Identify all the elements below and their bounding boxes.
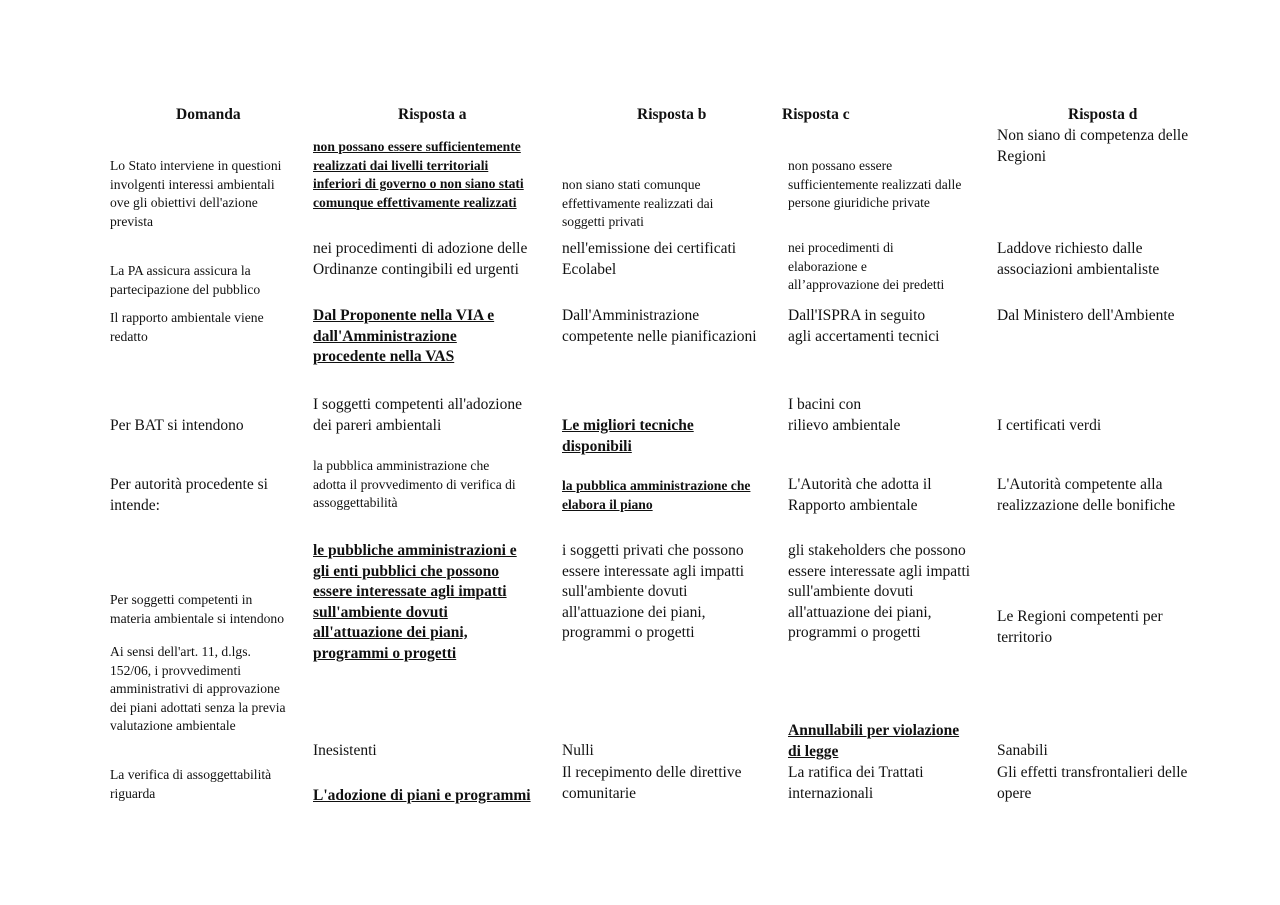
- answer-5a: la pubblica amministrazione che adotta il provvedimento di verifica di assoggettabilità: [313, 458, 516, 511]
- answer-4d: I certificati verdi: [997, 417, 1102, 434]
- answer-3d: Dal Ministero dell'Ambiente: [997, 307, 1175, 324]
- answer-2a: nei procedimenti di adozione delle Ordinanze contingibili ed urgenti: [313, 240, 528, 278]
- answer-5d: L'Autorità competente alla realizzazione delle bonifiche: [997, 476, 1176, 514]
- answer-7b: Nulli: [562, 742, 594, 759]
- header-risposta-a: Risposta a: [398, 106, 467, 123]
- question-8: La verifica di assoggettabilità riguarda: [110, 767, 272, 801]
- answer-6a: le pubbliche amministrazioni e gli enti pubblici che possono essere interessate agli impatti sull'ambiente dovuti all'attuazione dei piani, programmi o progetti: [313, 542, 517, 662]
- answer-4c: I bacini con rilievo ambientale: [788, 396, 901, 434]
- answer-6d: Le Regioni competenti per territorio: [997, 608, 1163, 646]
- answer-7d: Sanabili: [997, 742, 1048, 759]
- answer-7a: Inesistenti: [313, 742, 377, 759]
- answer-2d: Laddove richiesto dalle associazioni ambientaliste: [997, 240, 1160, 278]
- answer-3c: Dall'ISPRA in seguito agli accertamenti tecnici: [788, 307, 940, 345]
- question-1: Lo Stato interviene in questioni involgenti interessi ambientali ove gli obiettivi dell'azione prevista: [110, 158, 282, 229]
- answer-6c: gli stakeholders che possono essere interessate agli impatti sull'ambiente dovuti all'attuazione dei piani, programmi o progetti: [788, 542, 971, 641]
- answer-6b: i soggetti privati che possono essere interessate agli impatti sull'ambiente dovuti all'attuazione dei piani, programmi o progetti: [562, 542, 745, 641]
- answer-1a: non possano essere sufficientemente realizzati dai livelli territoriali inferiori di governo o non siano stati comunque effettivamente realizzati: [313, 139, 524, 210]
- answer-3a: Dal Proponente nella VIA e dall'Amministrazione procedente nella VAS: [313, 307, 495, 365]
- question-7: Ai sensi dell'art. 11, d.lgs. 152/06, i provvedimenti amministrativi di approvazione dei piani adottati senza la previa valutazione ambientale: [110, 644, 286, 734]
- answer-1c: non possano essere sufficientemente realizzati dalle persone giuridiche private: [788, 158, 962, 211]
- answer-5c: L'Autorità che adotta il Rapporto ambientale: [788, 476, 932, 514]
- header-risposta-c: Risposta c: [782, 106, 850, 123]
- answer-5b: la pubblica amministrazione che elabora il piano: [562, 478, 751, 512]
- question-6: Per soggetti competenti in materia ambientale si intendono: [110, 592, 285, 626]
- header-risposta-d: Risposta d: [1068, 106, 1138, 123]
- answer-7c: Annullabili per violazione di legge: [788, 722, 960, 760]
- answer-8b: Il recepimento delle direttive comunitarie: [562, 764, 742, 802]
- question-4: Per BAT si intendono: [110, 417, 244, 434]
- answer-4a: I soggetti competenti all'adozione dei pareri ambientali: [313, 396, 522, 434]
- answer-3b: Dall'Amministrazione competente nelle pianificazioni: [562, 307, 757, 345]
- answer-8c: La ratifica dei Trattati internazionali: [788, 764, 924, 802]
- answer-8d: Gli effetti transfrontalieri delle opere: [997, 764, 1188, 802]
- answer-1b: non siano stati comunque effettivamente realizzati dai soggetti privati: [562, 177, 714, 230]
- question-3: Il rapporto ambientale viene redatto: [110, 310, 264, 344]
- answer-4b: Le migliori tecniche disponibili: [562, 417, 694, 455]
- answer-2c: nei procedimenti di elaborazione e all’approvazione dei predetti: [788, 240, 945, 293]
- answer-8a: L'adozione di piani e programmi: [313, 787, 531, 804]
- question-5: Per autorità procedente si intende:: [110, 476, 268, 514]
- header-risposta-b: Risposta b: [637, 106, 707, 123]
- answer-1d: Non siano di competenza delle Regioni: [997, 127, 1189, 165]
- header-domanda: Domanda: [176, 106, 241, 123]
- question-2: La PA assicura assicura la partecipazione del pubblico: [110, 263, 261, 297]
- answer-2b: nell'emissione dei certificati Ecolabel: [562, 240, 737, 278]
